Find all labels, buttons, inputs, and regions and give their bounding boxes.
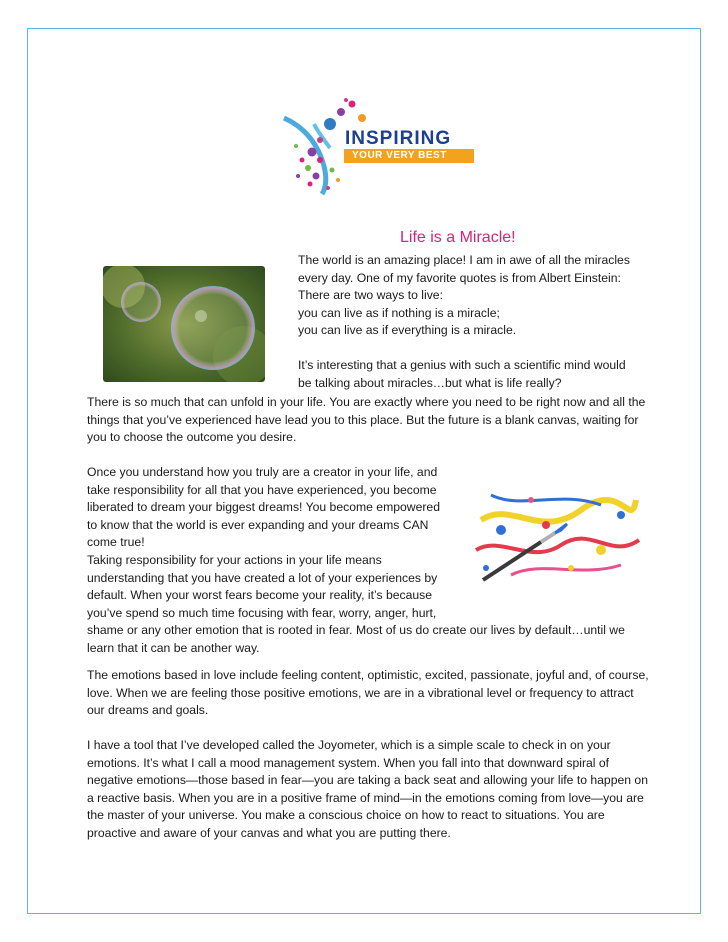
logo-tagline: YOUR VERY BEST — [344, 149, 474, 163]
text-line: liberated to dream your biggest dreams! You become empowered — [87, 500, 440, 515]
intro-line: every day. One of my favorite quotes is from Albert Einstein: — [298, 270, 621, 285]
paragraph-3 — [87, 552, 647, 658]
text-line: The emotions based in love include feeling content, optimistic, excited, passionate, joyful and, of course, — [87, 668, 649, 682]
text-line: negative emotions—those based in fear—you are taking a back seat and allowing your life to happen on — [87, 773, 648, 788]
intro-line: you can live as if nothing is a miracle; — [298, 305, 500, 320]
text-line: come true! — [87, 535, 145, 550]
text-line: proactive and aware of your canvas and what you are putting there. — [87, 825, 451, 840]
intro-line: There are two ways to live: — [298, 288, 443, 303]
text-line: Taking responsibility for your actions in your life means — [87, 553, 382, 567]
intro-line: It’s interesting that a genius with such a scientific mind would — [298, 357, 626, 372]
intro-text — [298, 252, 678, 392]
intro-line: be talking about miracles…but what is life really? — [298, 375, 562, 390]
paragraph-1 — [87, 394, 647, 447]
text-line: you to choose the outcome you desire. — [87, 430, 297, 445]
text-line: There is so much that can unfold in your life. You are exactly where you need to be right now and all the — [87, 395, 646, 409]
paragraph-4 — [87, 667, 647, 720]
text-line: understanding that you have created a lot of your experiences by — [87, 570, 438, 585]
text-line: you’ve spend so much time focusing with fear, worry, anger, hurt, — [87, 605, 437, 620]
bubbles-photo — [103, 266, 265, 382]
text-line: I have a tool that I’ve developed called the Joyometer, which is a simple scale to check in on your — [87, 738, 611, 752]
text-line: things that you’ve experienced have lead you to this place. But the future is a blank canvas, waiting for — [87, 412, 639, 427]
paragraph-5 — [87, 737, 647, 843]
paragraph-2 — [87, 464, 452, 552]
text-line: a reactive basis. When you are in a positive frame of mind—in the emotions coming from love—you are — [87, 790, 644, 805]
text-line: Once you understand how you truly are a creator in your life, and — [87, 465, 438, 479]
text-line: emotions. It’s what I call a mood management system. When you fall into that downward spiral of — [87, 755, 610, 770]
text-line: take responsibility for all that you have experienced, you become — [87, 482, 437, 497]
text-line: the master of your universe. You make a conscious choice on how to react to situations. You are — [87, 808, 605, 823]
text-line: love. When we are feeling those positive emotions, we are in a vibrational level or frequency to attract — [87, 685, 634, 700]
logo-wordmark: INSPIRING — [345, 128, 452, 149]
intro-line: The world is an amazing place! I am in awe of all the miracles — [298, 253, 630, 267]
text-line: learn that it can be another way. — [87, 640, 260, 655]
text-line: shame or any other emotion that is rooted in fear. Most of us do create our lives by default…until we — [87, 623, 625, 638]
intro-line: you can live as if everything is a miracle. — [298, 323, 517, 338]
text-line: default. When your worst fears become your reality, it’s because — [87, 588, 433, 603]
page-title: Life is a Miracle! — [400, 229, 516, 246]
text-line: our dreams and goals. — [87, 703, 209, 718]
text-line: to know that the world is ever expanding and your dreams CAN — [87, 517, 429, 532]
